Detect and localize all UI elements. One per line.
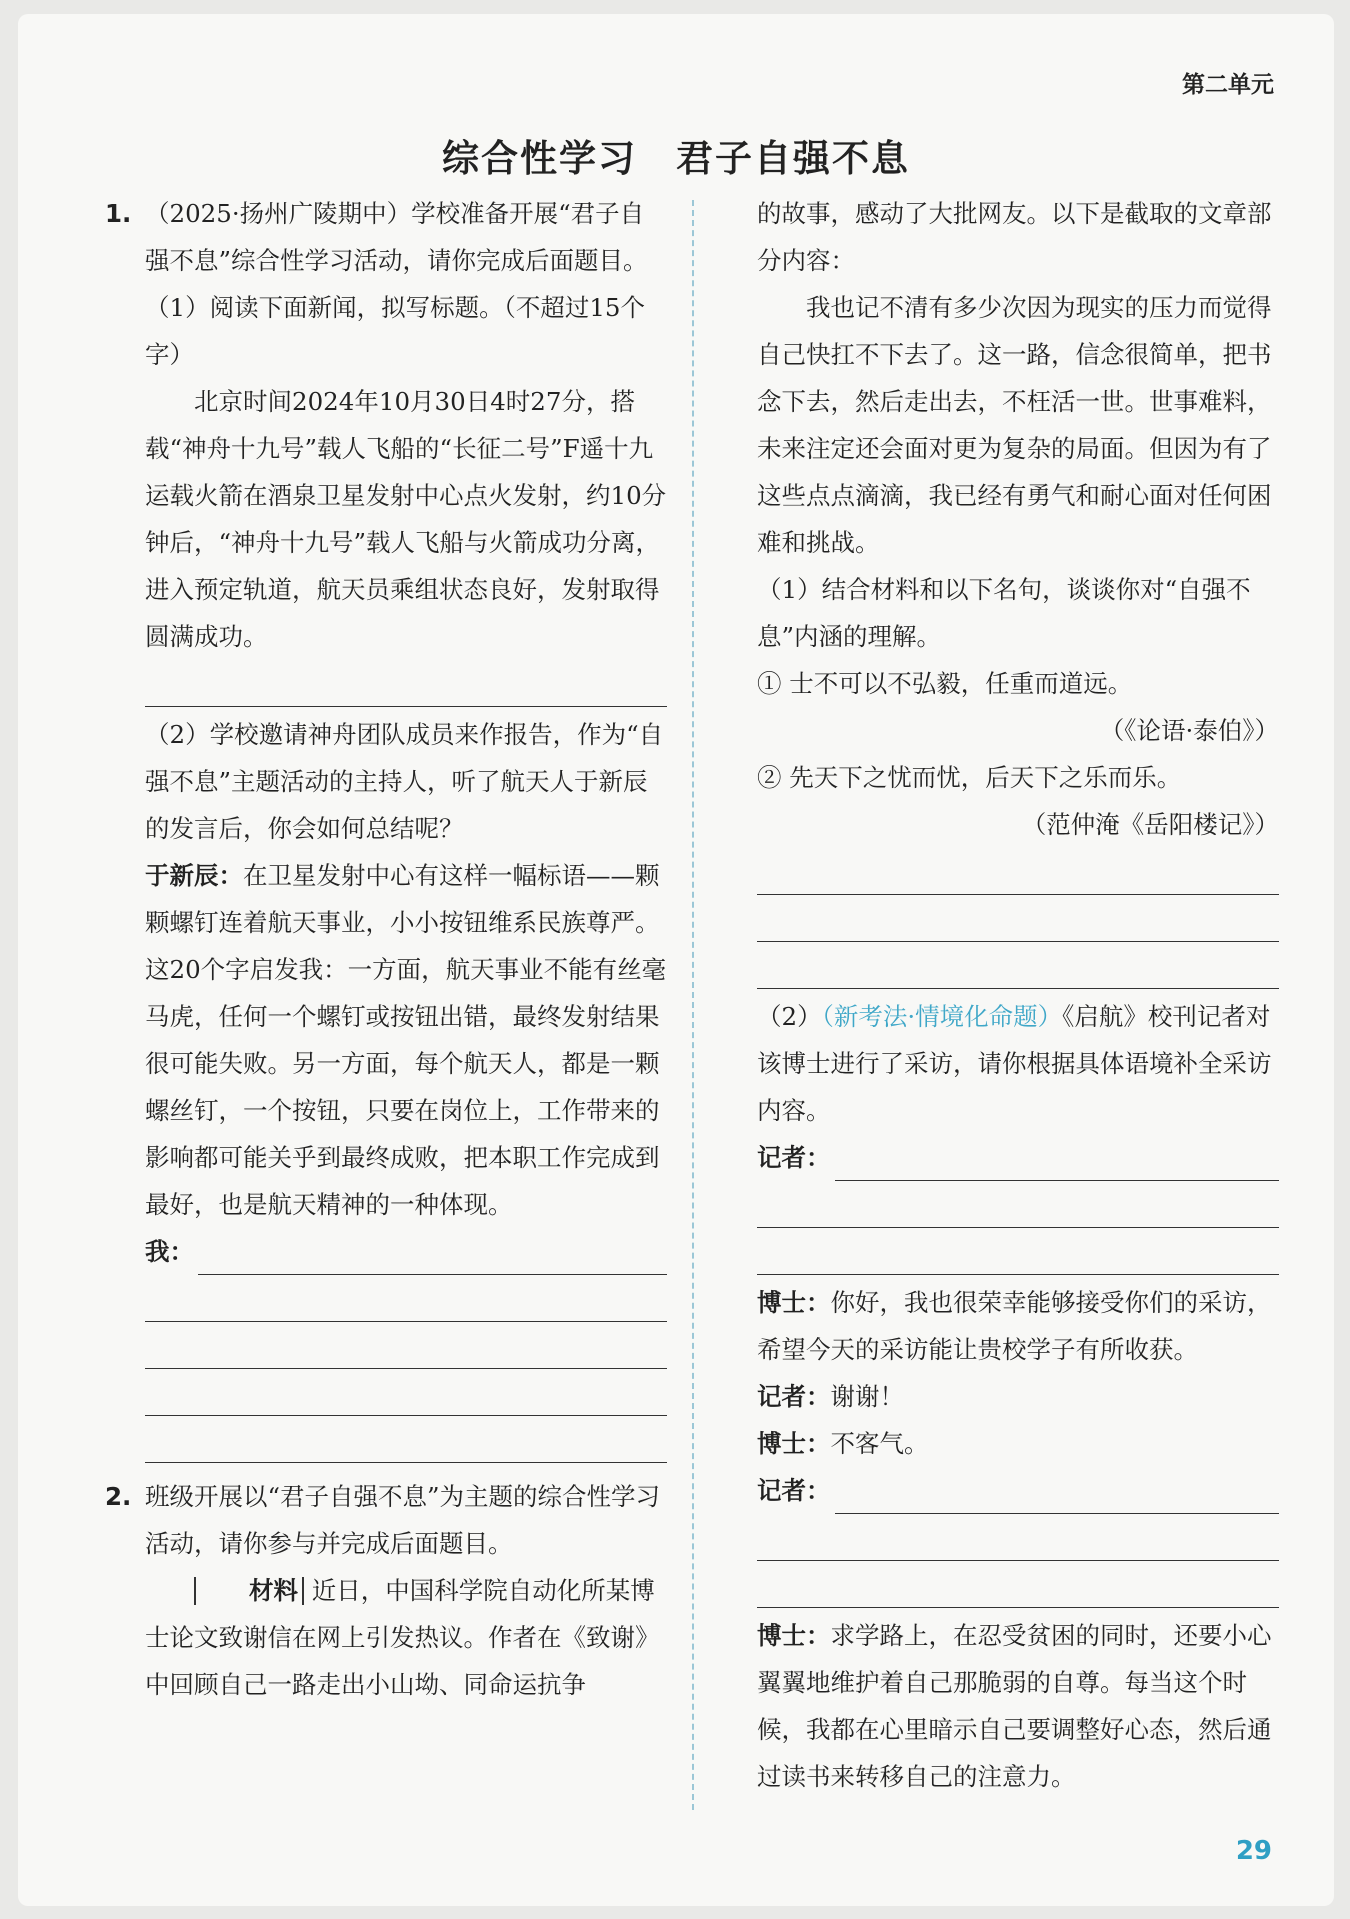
me-answer-row[interactable] [105, 1228, 667, 1275]
material-passage: 材料 近日，中国科学院自动化所某博士论文致谢信在网上引发热议。作者在《致谢》中回顾自己一路走出小山坳、同命运抗争 [145, 1576, 660, 1699]
answer-line[interactable] [757, 895, 1279, 942]
answer-line[interactable] [145, 1322, 667, 1369]
answer-line[interactable] [757, 1514, 1279, 1561]
doctor-label: 博士： [757, 1288, 831, 1317]
speech-passage: 于新辰：在卫星发射中心有这样一幅标语——颗颗螺钉连着航天事业，小小按钮维系民族尊严。这20个字启发我：一方面，航天事业不能有丝毫马虎，任何一个螺钉或按钮出错，最终发射结果很可能失败。另一方面，每个航天人，都是一颗螺丝钉，一个按钮，只要在岗位上，工作带来的影响都可能关乎到最终成败，把本职工作完成到最好，也是航天精神的一种体现。 [145, 861, 667, 1219]
material-continued: 的故事，感动了大批网友。以下是截取的文章部分内容： [757, 199, 1272, 275]
doctor-line-2: 博士：不客气。 [757, 1429, 929, 1458]
answer-line[interactable] [835, 1479, 1280, 1514]
speaker-label: 于新辰： [145, 861, 243, 890]
saying-1: ① 士不可以不弘毅，任重而道远。 [757, 669, 1133, 698]
question-number: 2. [105, 1482, 132, 1511]
answer-line[interactable] [835, 1146, 1280, 1181]
answer-line[interactable] [757, 1181, 1279, 1228]
answer-line[interactable] [145, 1416, 667, 1463]
answer-line[interactable] [145, 1369, 667, 1416]
right-column [757, 190, 1279, 1800]
question-tag: （新考法·情境化命题） [821, 1002, 1063, 1031]
page-title: 综合性学习 君子自强不息 [442, 137, 910, 180]
reporter-line-2: 记者：谢谢！ [757, 1382, 904, 1411]
column-divider [692, 200, 694, 1810]
reporter-label: 记者： [757, 1476, 831, 1505]
material-label: 材料 [194, 1577, 304, 1605]
answer-line[interactable] [757, 942, 1279, 989]
answer-line[interactable] [757, 1228, 1279, 1275]
answer-line[interactable] [145, 660, 667, 707]
answer-line[interactable] [757, 1561, 1279, 1608]
doctor-label: 博士： [757, 1429, 831, 1458]
saying-2: ② 先天下之忧而忧，后天下之乐而乐。 [757, 763, 1182, 792]
question-1-intro: 1. （2025·扬州广陵期中）学校准备开展“君子自强不息”综合性学习活动，请你完成后面题目。 [105, 190, 667, 284]
doctor-label: 博士： [757, 1621, 831, 1650]
answer-line[interactable] [145, 1275, 667, 1322]
reporter-label: 记者： [757, 1382, 831, 1411]
saying-2-source: （范仲淹《岳阳楼记》） [1021, 810, 1279, 839]
question-2-intro: 2. 班级开展以“君子自强不息”为主题的综合性学习活动，请你参与并完成后面题目。 [105, 1473, 667, 1567]
quote-passage: 我也记不清有多少次因为现实的压力而觉得自己快扛不下去了。这一路，信念很简单，把书念下去，然后走出去，不枉活一世。世事难料，未来注定还会面对更为复杂的局面。但因为有了这些点点滴滴，我已经有勇气和耐心面对任何困难和挑战。 [757, 293, 1272, 557]
reporter-answer-row[interactable] [757, 1467, 1279, 1514]
q1-part2-prompt: （2）学校邀请神舟团队成员来作报告，作为“自强不息”主题活动的主持人，听了航天人于新辰的发言后，你会如何总结呢？ [145, 720, 664, 843]
news-passage: 北京时间2024年10月30日4时27分，搭载“神舟十九号”载人飞船的“长征二号”F遥十九运载火箭在酒泉卫星发射中心点火发射，约10分钟后，“神舟十九号”载人飞船与火箭成功分离，进入预定轨道，航天员乘组状态良好，发射取得圆满成功。 [145, 387, 667, 651]
me-label: 我： [145, 1237, 194, 1266]
answer-line[interactable] [198, 1240, 667, 1275]
question-number: 1. [105, 199, 132, 228]
q1-part1-prompt: （1）阅读下面新闻，拟写标题。（不超过15个字） [145, 293, 646, 369]
page-number: 29 [1235, 1836, 1272, 1866]
answer-line[interactable] [757, 848, 1279, 895]
q2-part1-prompt: （1）结合材料和以下名句，谈谈你对“自强不息”内涵的理解。 [757, 575, 1251, 651]
doctor-line-3: 博士：求学路上，在忍受贫困的同时，还要小心翼翼地维护着自己那脆弱的自尊。每当这个时候，我都在心里暗示自己要调整好心态，然后通过读书来转移自己的注意力。 [757, 1621, 1272, 1791]
reporter-answer-row[interactable] [757, 1134, 1279, 1181]
left-column [105, 190, 667, 1708]
doctor-line-1: 博士：你好，我也很荣幸能够接受你们的采访，希望今天的采访能让贵校学子有所收获。 [757, 1288, 1272, 1364]
reporter-label: 记者： [757, 1143, 831, 1172]
q2-part2-prompt: （2）（新考法·情境化命题）《启航》校刊记者对该博士进行了采访，请你根据具体语境补全采访内容。 [757, 1002, 1272, 1125]
saying-1-source: （《论语·泰伯》） [1099, 716, 1279, 745]
unit-label: 第二单元 [1182, 72, 1274, 98]
